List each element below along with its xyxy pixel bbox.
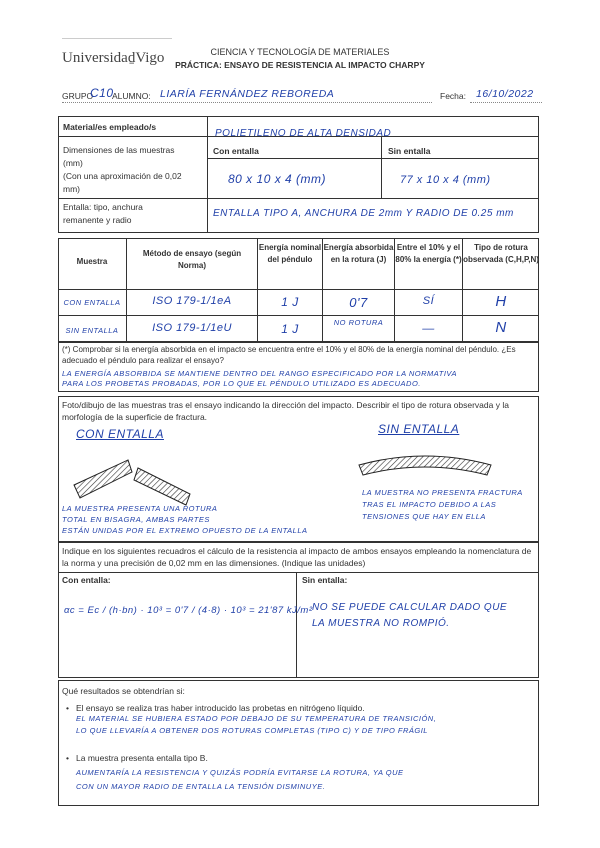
- materials-row-sep-2: [58, 198, 539, 199]
- row1-energia-nominal: 1 J: [281, 295, 299, 309]
- row1-entre: SÍ: [422, 295, 435, 307]
- bullet-1-dot: •: [66, 703, 69, 713]
- answer-1b: LO QUE LLEVARÍA A OBTENER DOS ROTURAS COMPLETAS (TIPO C) Y DE TIPO FRÁGIL: [76, 726, 428, 735]
- results-head-sep: [58, 289, 539, 290]
- con-entalla-head: Con entalla: [213, 146, 259, 156]
- group-value: C10: [90, 86, 114, 100]
- materials-col-sep-2: [381, 136, 382, 198]
- results-row-sep: [58, 315, 539, 316]
- calc-sin-label: Sin entalla:: [302, 575, 348, 585]
- note-answer-2: PARA LOS PROBETAS PROBADAS, POR LO QUE EL PÉNDULO UTILIZADO ES ADECUADO.: [62, 379, 421, 388]
- row1-metodo: ISO 179-1/1eA: [152, 295, 232, 307]
- row2-entre: —: [422, 321, 435, 335]
- sin-entalla-sketch: [355, 445, 495, 485]
- photo-con-label: CON ENTALLA: [76, 427, 164, 441]
- calc-con-formula: αc = Ec / (h·bn) · 10³ = 0'7 / (4·8) · 10³ = 21'87 kJ/m²: [64, 605, 313, 616]
- date-label: Fecha:: [440, 91, 466, 101]
- logo-rule: [62, 38, 172, 39]
- bent-specimen: [359, 456, 491, 475]
- date-value: 16/10/2022: [476, 88, 534, 100]
- dims-label-3: (Con una aproximación de 0,02: [63, 171, 182, 181]
- material-label: Material/es empleado/s: [63, 122, 157, 132]
- head-energia-absorbida: Energía absorbida en la rotura (J): [323, 243, 394, 264]
- head-muestra: Muestra: [76, 257, 108, 266]
- university-logo: UniversidaḏVigo: [62, 50, 165, 66]
- entalla-label-2: remanente y radio: [63, 215, 132, 225]
- con-entalla-sketch: [70, 450, 210, 510]
- row1-muestra: CON ENTALLA: [63, 298, 121, 307]
- head-metodo: Método de ensayo (según Norma): [142, 249, 242, 270]
- course-title: CIENCIA Y TECNOLOGÍA DE MATERIALES: [210, 47, 390, 57]
- entalla-label-1: Entalla: tipo, anchura: [63, 202, 143, 212]
- practice-title: PRÁCTICA: ENSAYO DE RESISTENCIA AL IMPACTO CHARPY: [175, 60, 425, 70]
- head-tipo: Tipo de rotura observada (C,H,P,N): [463, 243, 539, 264]
- bullet-2-text: La muestra presenta entalla tipo B.: [76, 753, 208, 763]
- dims-sin-value: 77 x 10 x 4 (mm): [400, 174, 491, 186]
- con-desc-2: TOTAL EN BISAGRA, AMBAS PARTES: [62, 515, 210, 524]
- calc-col-sep: [296, 572, 297, 678]
- photo-question: Foto/dibujo de las muestras tras el ensayo indicando la dirección del impacto. Describir el tipo de rotura observada y la morfología de la superficie de fractura.: [62, 400, 509, 422]
- material-value: POLIETILENO DE ALTA DENSIDAD: [215, 128, 392, 139]
- sin-desc-2: TRAS EL IMPACTO DEBIDO A LAS: [362, 500, 497, 509]
- group-label: GRUPO: [62, 91, 94, 101]
- dims-con-value: 80 x 10 x 4 (mm): [228, 172, 327, 186]
- sin-entalla-head: Sin entalla: [388, 146, 431, 156]
- sin-desc-3: TENSIONES QUE HAY EN ELLA: [362, 512, 486, 521]
- calc-sin-answer-1: NO SE PUEDE CALCULAR DADO QUE: [312, 602, 508, 613]
- calc-con-label: Con entalla:: [62, 575, 111, 585]
- head-entre: Entre el 10% y el 80% la energía (*): [395, 243, 462, 264]
- dims-label-1: Dimensiones de las muestras: [63, 145, 175, 155]
- fractured-half-left: [74, 460, 132, 498]
- row2-metodo: ISO 179-1/1eU: [152, 322, 232, 334]
- row1-energia-absorbida: 0'7: [349, 295, 368, 310]
- entalla-value: ENTALLA TIPO A, ANCHURA DE 2mm Y RADIO DE 0.25 mm: [213, 208, 514, 219]
- dims-label-4: mm): [63, 184, 80, 194]
- con-desc-1: LA MUESTRA PRESENTA UNA ROTURA: [62, 504, 218, 513]
- row2-energia-nominal: 1 J: [281, 322, 299, 336]
- student-label: ALUMNO:: [112, 91, 151, 101]
- row2-tipo: N: [495, 319, 507, 336]
- answer-2b: CON UN MAYOR RADIO DE ENTALLA LA TENSIÓN DISMINUYE.: [76, 782, 326, 791]
- name-underline: [62, 102, 432, 103]
- bullet-2-dot: •: [66, 753, 69, 763]
- note-question: (*) Comprobar si la energía absorbida en el impacto se encuentra entre el 10% y el 80% de la energía nominal del péndulo. ¿Es adecuado el péndulo para realizar el ensayo?: [62, 345, 516, 365]
- student-name: LIARÍA FERNÁNDEZ REBOREDA: [160, 88, 335, 100]
- calc-sin-answer-2: LA MUESTRA NO ROMPIÓ.: [312, 618, 450, 629]
- con-desc-3: ESTÁN UNIDAS POR EL EXTREMO OPUESTO DE LA ENTALLA: [62, 526, 308, 535]
- materials-col-sep: [207, 116, 208, 233]
- bullet-1-text: El ensayo se realiza tras haber introducido las probetas en nitrógeno líquido.: [76, 703, 365, 713]
- dims-label-2: (mm): [63, 158, 83, 168]
- calc-question: Indique en los siguientes recuadros el cálculo de la resistencia al impacto de ambos ensayos empleando la nomenclatura de la norma y una precisión de 0,02 mm en las dimensiones. (Indique las unidades): [62, 546, 532, 568]
- fractured-half-right: [134, 468, 190, 505]
- sin-desc-1: LA MUESTRA NO PRESENTA FRACTURA: [362, 488, 523, 497]
- date-underline: [470, 102, 542, 103]
- answer-2a: AUMENTARÍA LA RESISTENCIA Y QUIZÁS PODRÍA EVITARSE LA ROTURA, YA QUE: [76, 768, 404, 777]
- photo-sin-label: SIN ENTALLA: [378, 422, 460, 436]
- row1-tipo: H: [495, 293, 507, 310]
- calc-head-sep: [58, 572, 539, 573]
- row2-muestra: SIN ENTALLA: [65, 326, 119, 335]
- results-question: Qué resultados se obtendrían si:: [62, 686, 185, 696]
- answer-1a: EL MATERIAL SE HUBIERA ESTADO POR DEBAJO DE SU TEMPERATURA DE TRANSICIÓN,: [76, 714, 437, 723]
- row2-energia-absorbida: NO ROTURA: [333, 318, 384, 327]
- note-answer-1: LA ENERGÍA ABSORBIDA SE MANTIENE DENTRO DEL RANGO ESPECIFICADO POR LA NORMATIVA: [62, 369, 457, 378]
- head-energia-nominal: Energía nominal del péndulo: [258, 243, 322, 264]
- materials-subhead-sep: [207, 158, 539, 159]
